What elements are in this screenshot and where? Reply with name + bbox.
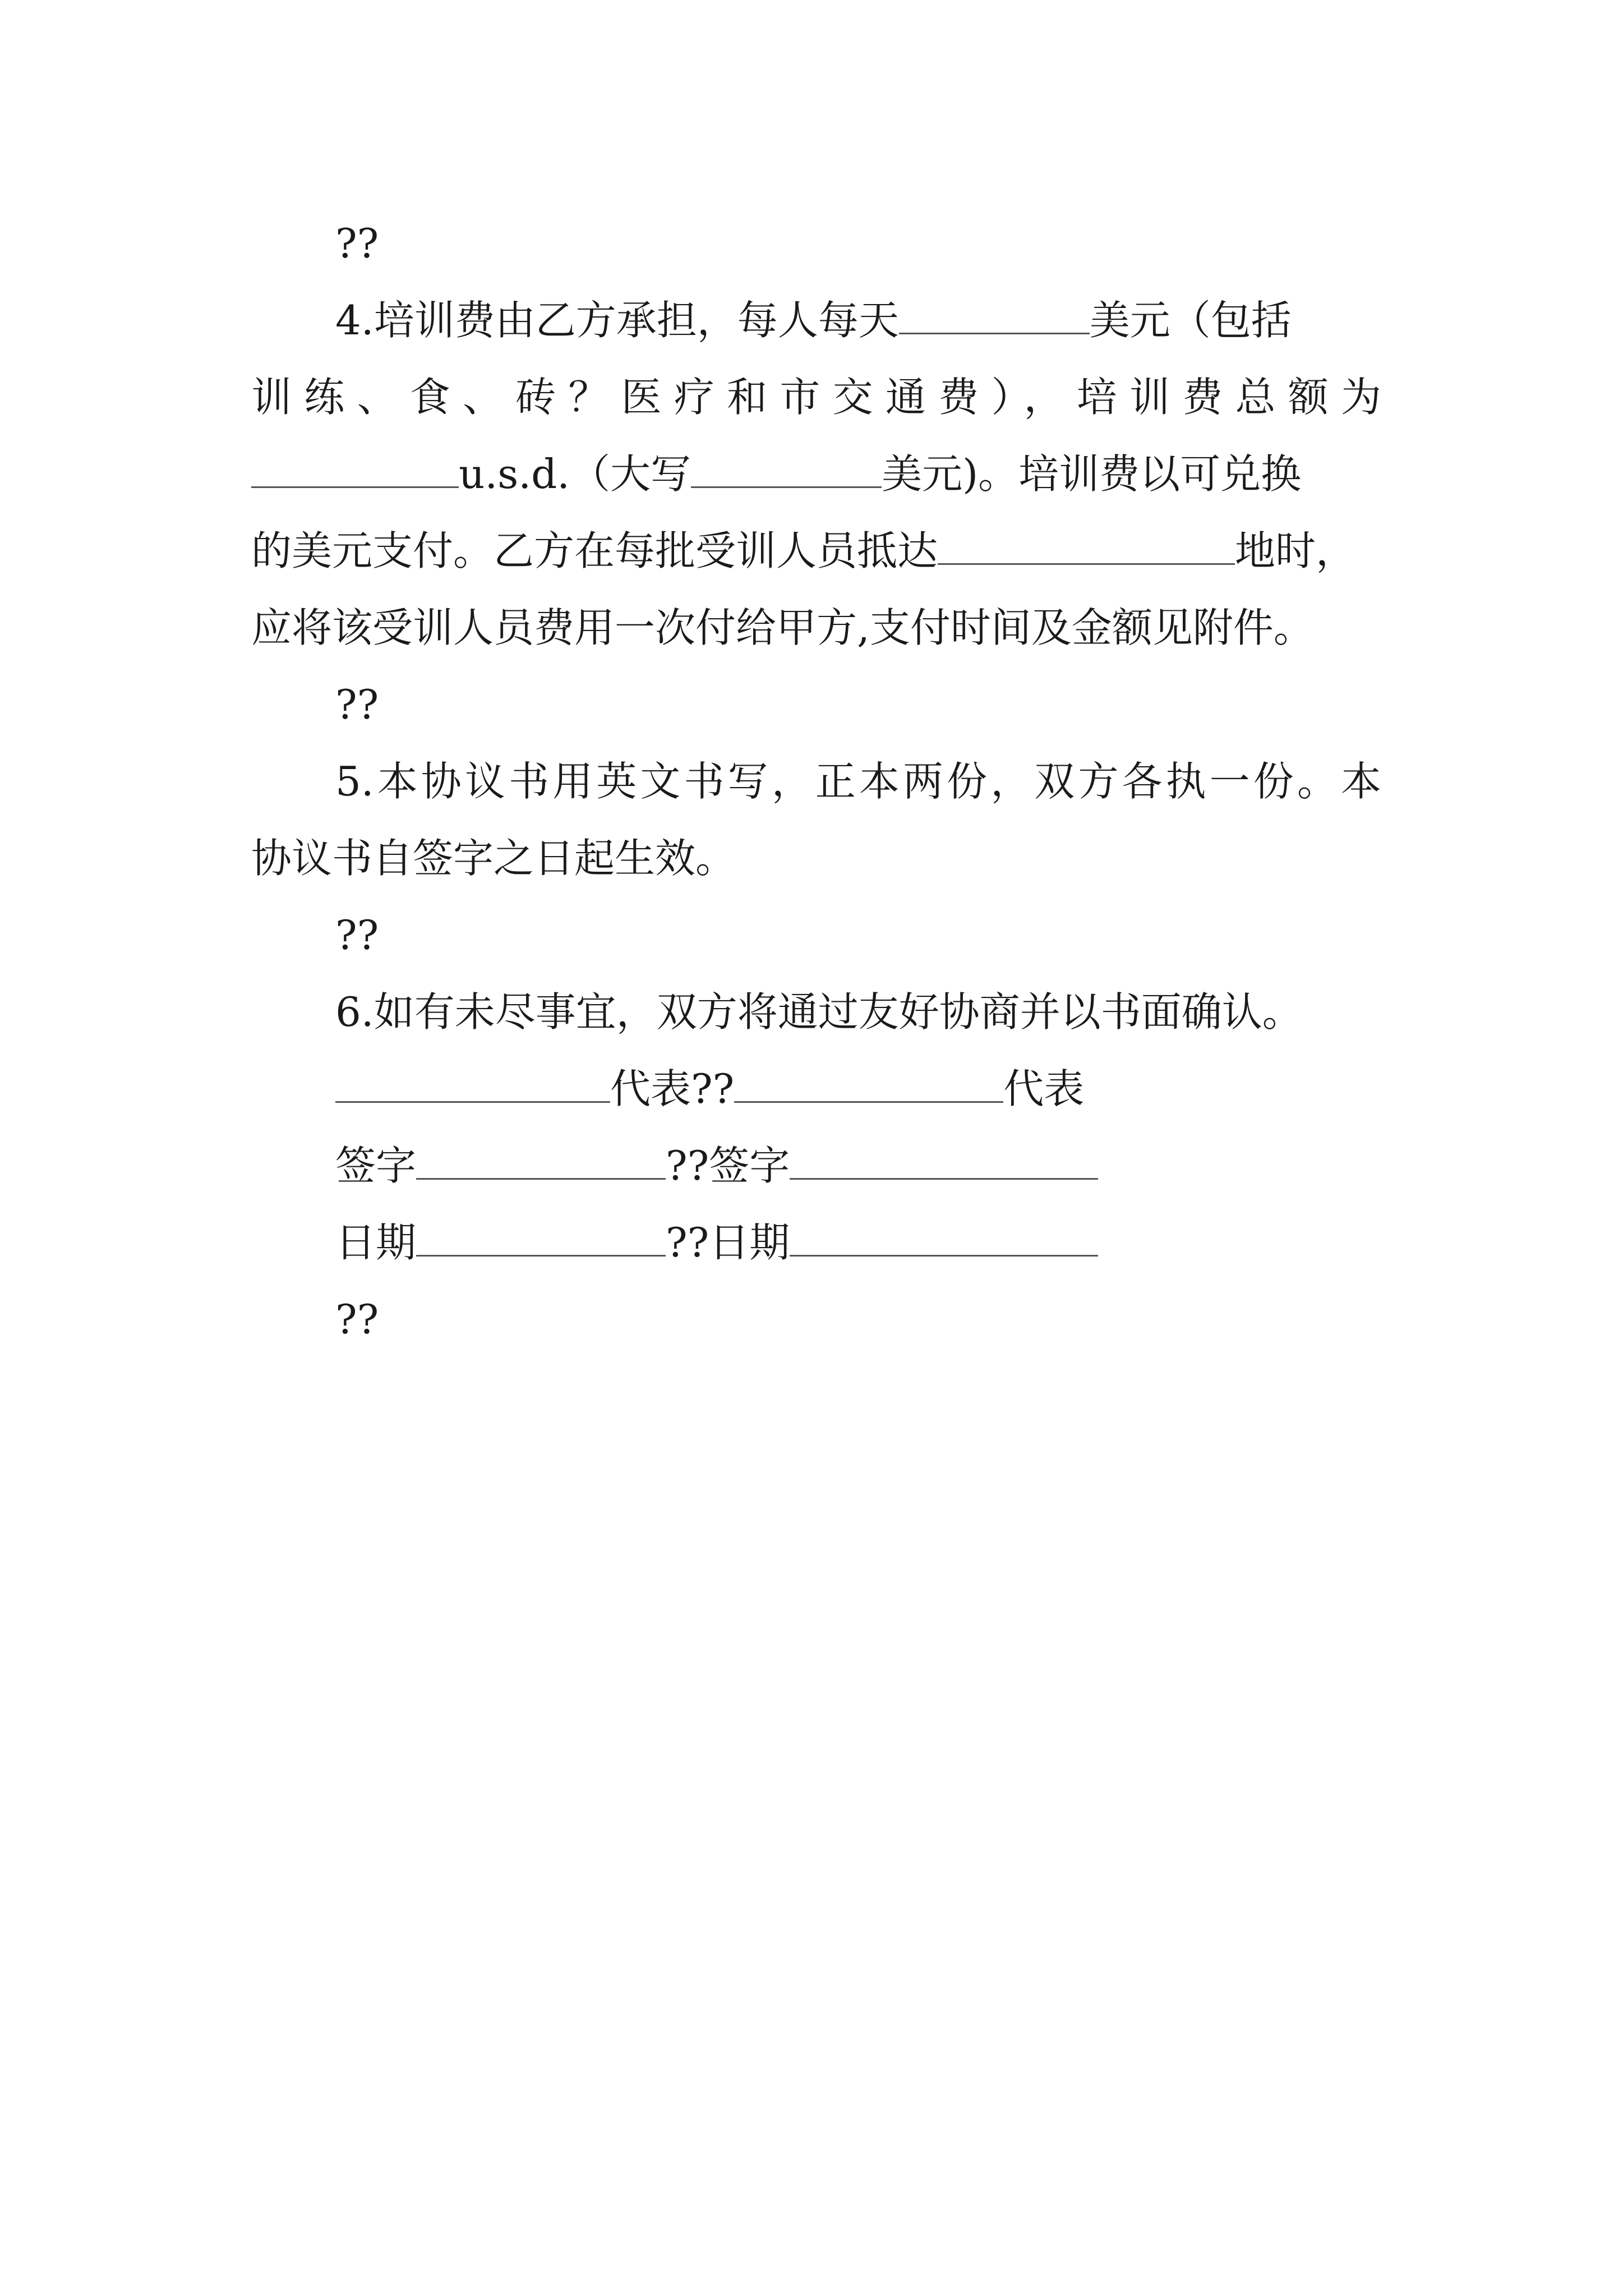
clause-4-line-2: [251, 359, 1381, 436]
party-b-date-blank[interactable]: [790, 1221, 1098, 1257]
representative-label: 代表: [1003, 1065, 1085, 1112]
total-fee-blank[interactable]: [251, 453, 459, 488]
party-a-signature-blank[interactable]: [416, 1144, 666, 1180]
clause-4-line-4: [251, 513, 1356, 590]
signature-label: 签字: [335, 1142, 417, 1189]
party-a-date-blank[interactable]: [416, 1221, 666, 1257]
clause-6-line-1: [335, 974, 1303, 1051]
date-label: 日期: [335, 1219, 417, 1266]
clause-5-line-2: [251, 820, 736, 897]
clause-4-text: 应将该受训人员费用一次付给甲方,支付时间及金额见附件。: [251, 604, 1314, 651]
party-b-name-blank[interactable]: [734, 1068, 1003, 1103]
party-a-name-blank[interactable]: [335, 1068, 610, 1103]
signature-label: ??签字: [666, 1142, 790, 1189]
clause-6-text: 6.如有未尽事宜，双方将通过友好协商并以书面确认。: [335, 988, 1303, 1036]
date-line: [335, 1204, 1098, 1281]
separator-text: ??: [335, 912, 379, 959]
clause-4-text: 4.培训费由乙方承担，每人每天: [335, 297, 899, 344]
clause-4-line-1: [335, 282, 1292, 359]
arrival-place-blank[interactable]: [938, 530, 1235, 565]
total-fee-words-blank[interactable]: [691, 453, 882, 488]
separator-text: ??: [335, 220, 379, 267]
clause-4-text: 美元)。培训费以可兑换: [882, 450, 1302, 498]
date-label: ??日期: [666, 1219, 790, 1266]
daily-fee-blank[interactable]: [899, 299, 1090, 334]
separator-line: [335, 205, 379, 282]
separator-text: ??: [335, 1296, 379, 1343]
clause-4-text: u.s.d.（大写: [459, 450, 691, 498]
clause-4-text: 美元（包括: [1089, 297, 1292, 344]
clause-5-line-1: [335, 743, 1381, 820]
representative-label: 代表??: [610, 1065, 735, 1112]
clause-4-line-3: [251, 436, 1301, 513]
clause-4-text: 训练、食、砖？医疗和市交通费），培训费总额为: [251, 374, 1381, 421]
clause-4-text: 的美元支付。乙方在每批受训人员抵达: [251, 527, 938, 574]
signature-line: [335, 1128, 1098, 1204]
separator-line: [335, 1281, 379, 1358]
clause-5-text: 协议书自签字之日起生效。: [251, 835, 736, 882]
clause-5-text: 5.本协议书用英文书写，正本两份，双方各执一份。本: [335, 758, 1381, 805]
party-b-signature-blank[interactable]: [790, 1144, 1098, 1180]
separator-line: [335, 666, 379, 743]
separator-text: ??: [335, 681, 379, 728]
clause-4-line-5: [251, 590, 1314, 666]
separator-line: [335, 897, 379, 974]
representative-line: [335, 1051, 1084, 1128]
clause-4-text: 地时，: [1235, 527, 1357, 574]
